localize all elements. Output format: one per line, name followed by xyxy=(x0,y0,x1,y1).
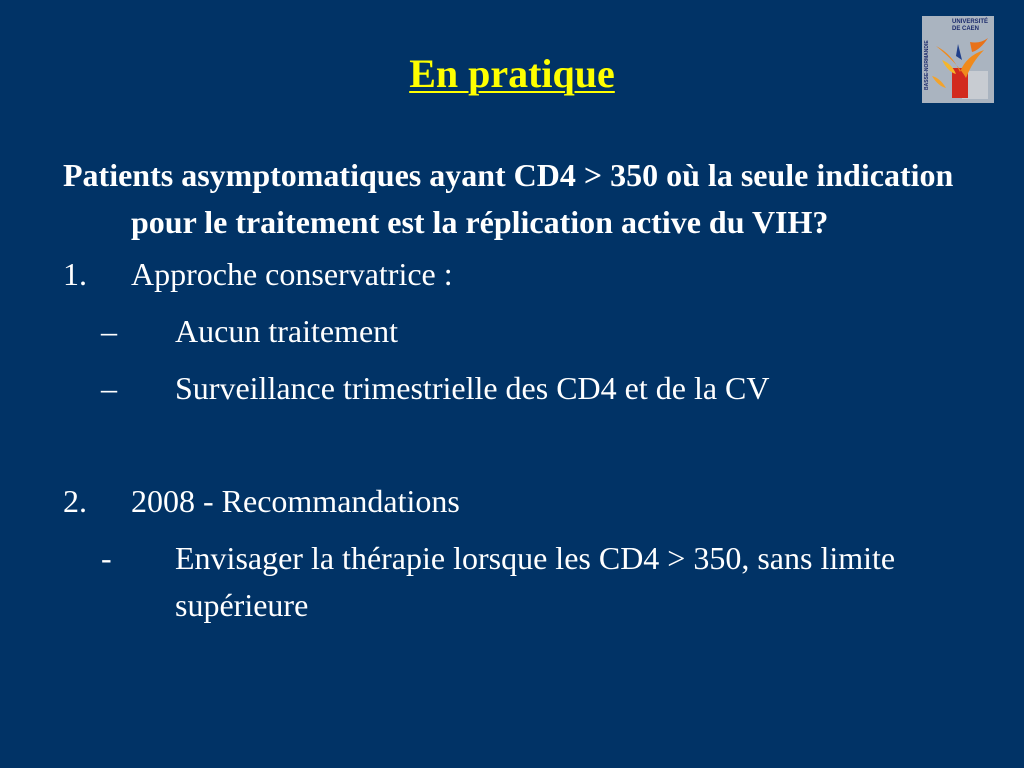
lead-question: Patients asymptomatiques ayant CD4 > 350 où la seule indication pour le traitement est la réplication active du VIH? xyxy=(63,157,954,240)
spacer xyxy=(63,417,963,473)
list-item-text: 2008 - Recommandations xyxy=(131,483,460,519)
sub-list-item xyxy=(63,303,963,360)
list-number: 2. xyxy=(63,483,87,519)
list-item-text: Approche conservatrice : xyxy=(131,256,453,292)
slide-title: En pratique xyxy=(409,51,615,96)
slide-body xyxy=(63,152,963,629)
sub-list-item-text: Surveillance trimestrielle des CD4 et de la CV xyxy=(175,370,770,406)
logo-region-name: BASSE-NORMANDIE xyxy=(924,40,930,90)
logo-university-name xyxy=(952,19,988,33)
logo-line-2: DE CAEN xyxy=(952,26,980,32)
sub-list-item xyxy=(63,530,963,629)
sub-list-item xyxy=(63,360,963,417)
dash-bullet: – xyxy=(101,370,117,406)
list-item xyxy=(63,246,963,303)
list-item xyxy=(63,473,963,530)
dash-bullet: - xyxy=(101,540,112,576)
university-logo xyxy=(922,16,994,103)
logo-line-1: UNIVERSITÉ xyxy=(952,19,989,25)
dash-bullet: – xyxy=(101,313,117,349)
list-number: 1. xyxy=(63,256,87,292)
sub-list-item-text: Envisager la thérapie lorsque les CD4 > 350, sans limite supérieure xyxy=(175,540,896,623)
sub-list-item-text: Aucun traitement xyxy=(175,313,399,349)
